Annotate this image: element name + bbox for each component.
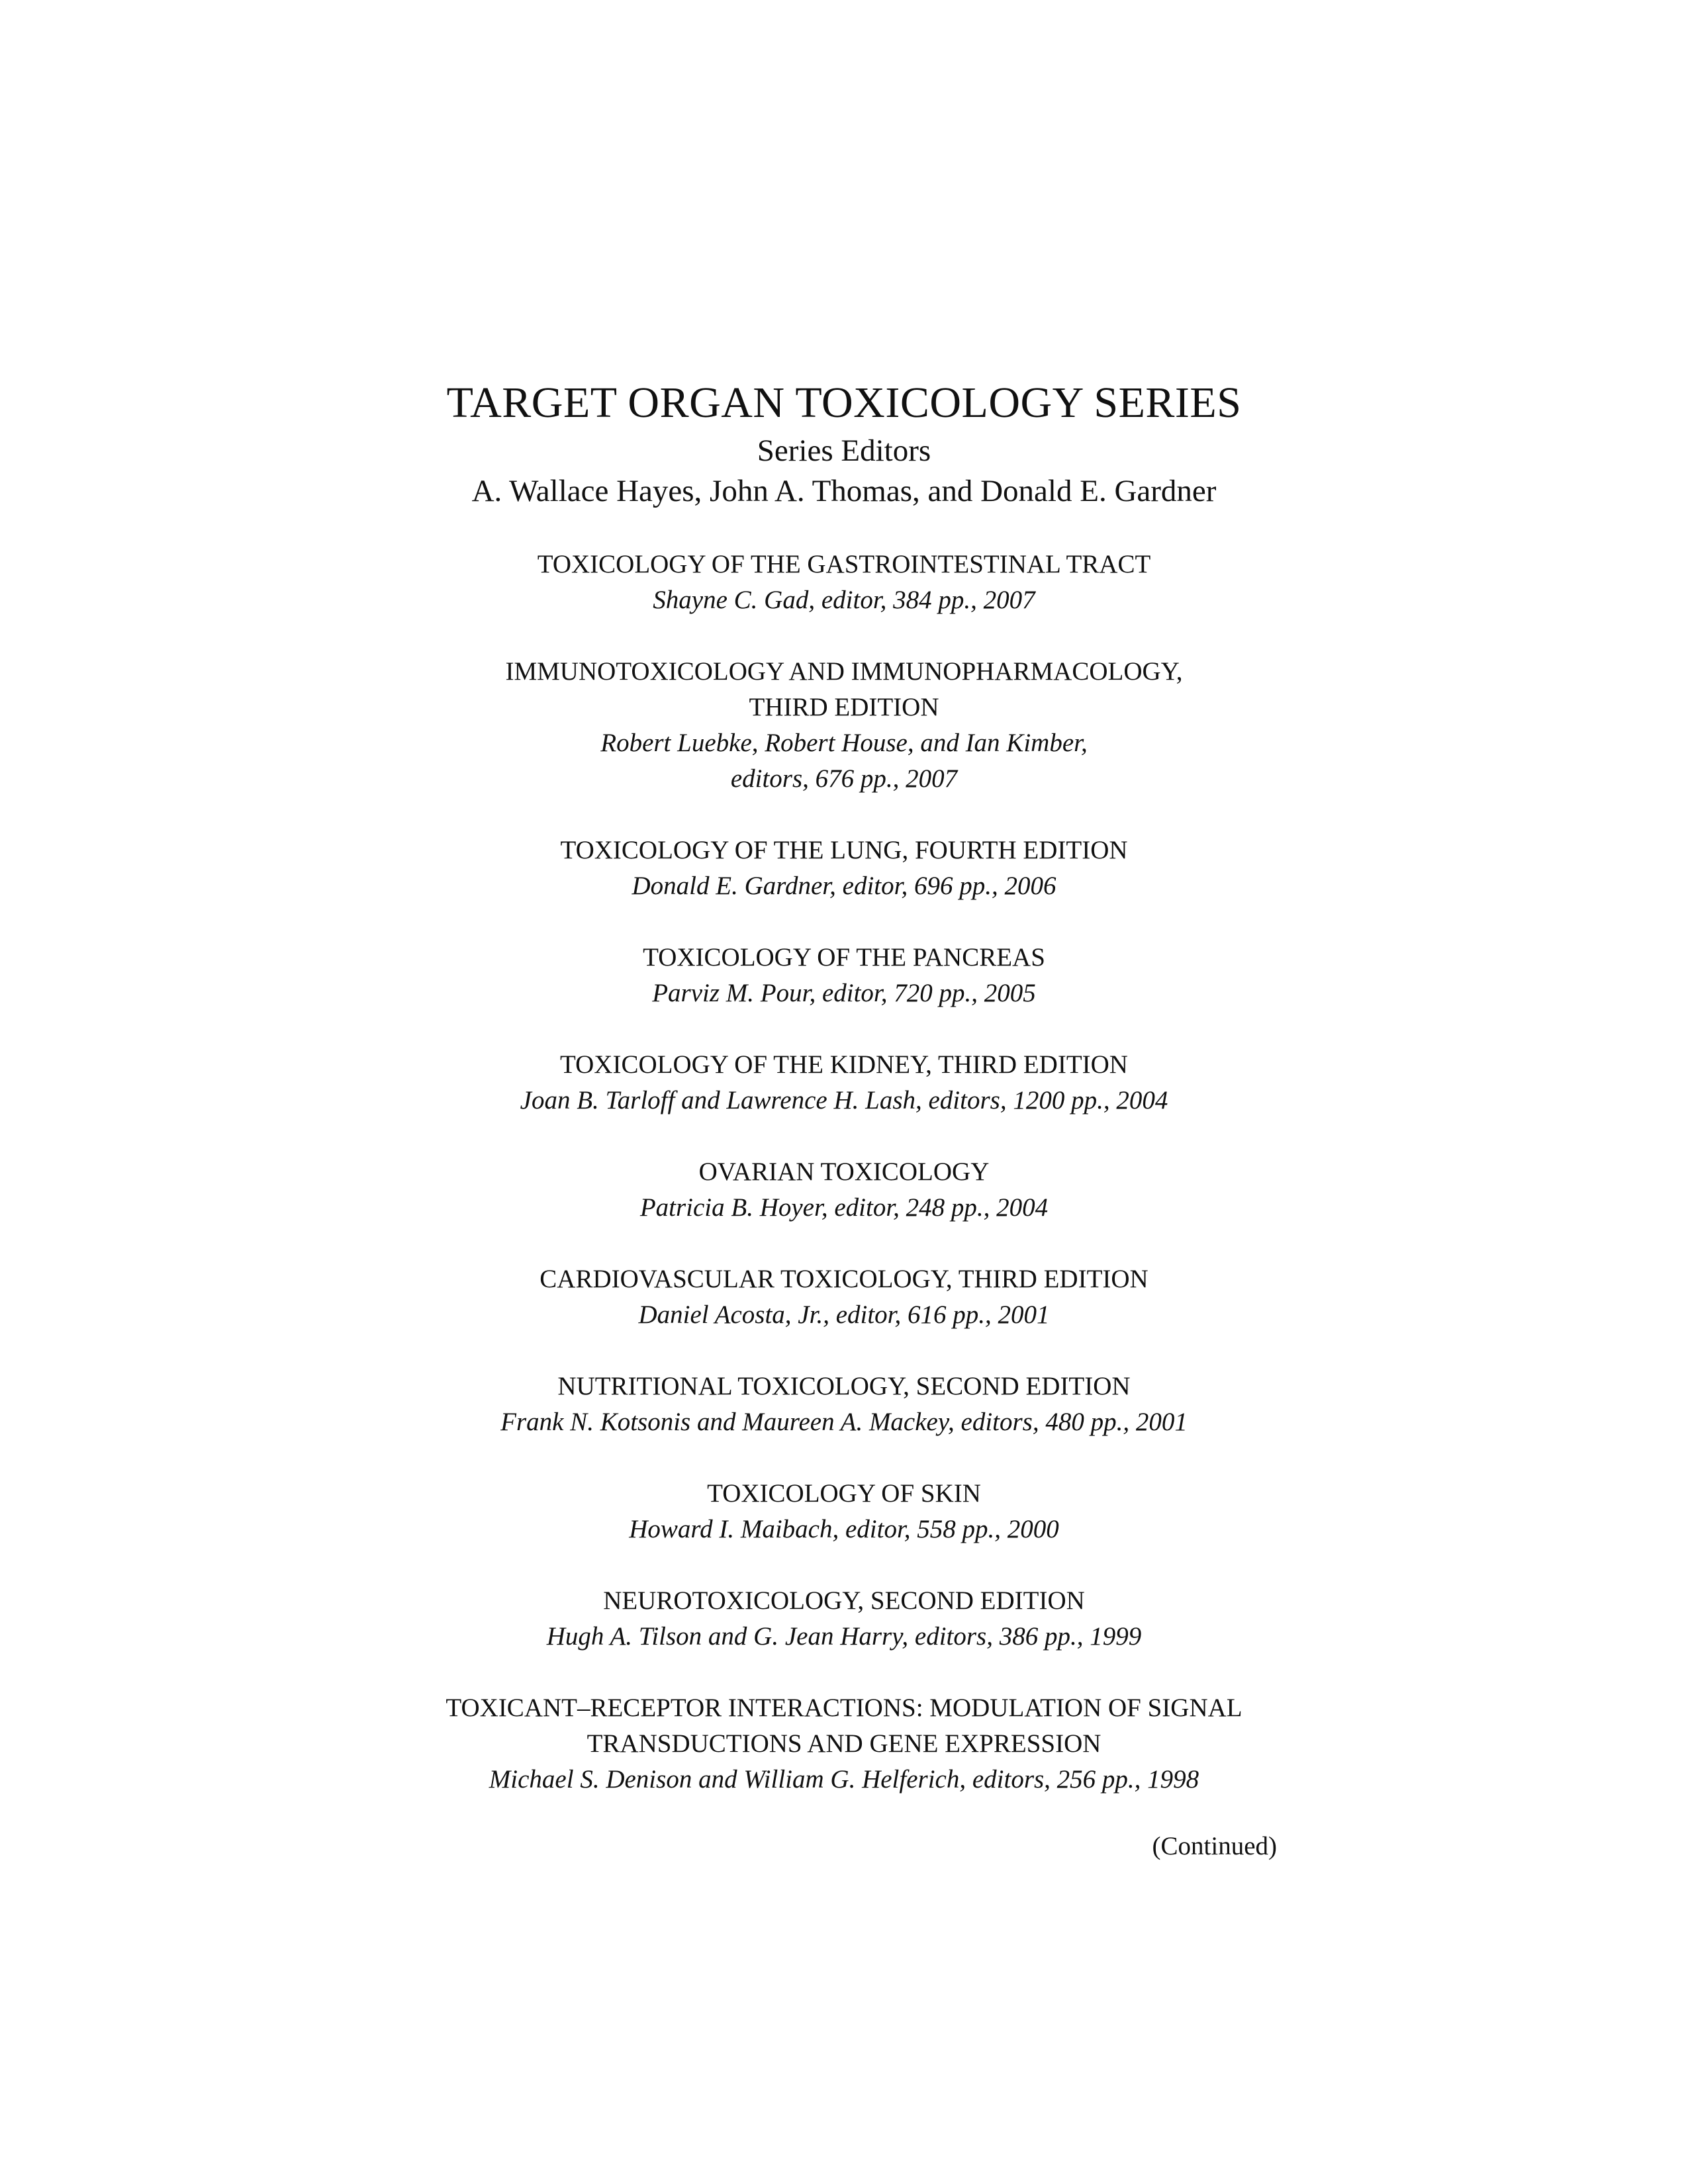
book-entry (0, 1690, 1688, 1797)
book-title: TOXICANT–RECEPTOR INTERACTIONS: MODULATION OF SIGNAL (445, 1694, 1243, 1722)
book-title: TOXICOLOGY OF THE LUNG, FOURTH EDITION (560, 836, 1128, 864)
book-credit: Michael S. Denison and William G. Helferich, editors, 256 pp., 1998 (489, 1765, 1199, 1794)
book-credit: Donald E. Gardner, editor, 696 pp., 2006 (632, 872, 1056, 900)
book-entry (0, 1476, 1688, 1547)
book-entry (0, 654, 1688, 797)
book-credit: Hugh A. Tilson and G. Jean Harry, editors, 386 pp., 1999 (546, 1622, 1142, 1651)
book-entry (0, 1154, 1688, 1226)
book-credit: Howard I. Maibach, editor, 558 pp., 2000 (629, 1515, 1059, 1543)
book-title: TOXICOLOGY OF THE PANCREAS (643, 943, 1045, 972)
book-title: NUTRITIONAL TOXICOLOGY, SECOND EDITION (557, 1372, 1131, 1400)
book-entry (0, 547, 1688, 618)
book-credit: Parviz M. Pour, editor, 720 pp., 2005 (652, 979, 1036, 1007)
book-credit: Patricia B. Hoyer, editor, 248 pp., 2004 (639, 1193, 1049, 1222)
book-entry (0, 1047, 1688, 1118)
book-title: THIRD EDITION (749, 693, 939, 721)
book-credit: Joan B. Tarloff and Lawrence H. Lash, editors, 1200 pp., 2004 (520, 1086, 1168, 1115)
book-title: TOXICOLOGY OF SKIN (707, 1479, 981, 1508)
book-entry (0, 1583, 1688, 1655)
book-credit: Shayne C. Gad, editor, 384 pp., 2007 (653, 586, 1035, 614)
book-entry (0, 1369, 1688, 1440)
series-editors-names: A. Wallace Hayes, John A. Thomas, and Donald E. Gardner (471, 474, 1217, 508)
book-title: CARDIOVASCULAR TOXICOLOGY, THIRD EDITION (539, 1265, 1149, 1293)
series-title: TARGET ORGAN TOXICOLOGY SERIES (446, 379, 1242, 427)
series-editors-label: Series Editors (757, 433, 931, 468)
book-list (0, 547, 1688, 1833)
book-title: TOXICOLOGY OF THE GASTROINTESTINAL TRACT (537, 550, 1151, 578)
book-credit: editors, 676 pp., 2007 (730, 764, 958, 793)
continued-note: (Continued) (1152, 1832, 1277, 1860)
book-title: OVARIAN TOXICOLOGY (698, 1158, 990, 1186)
book-credit: Daniel Acosta, Jr., editor, 616 pp., 2001 (638, 1300, 1050, 1329)
book-entry (0, 833, 1688, 904)
book-entry (0, 1261, 1688, 1333)
book-title: IMMUNOTOXICOLOGY AND IMMUNOPHARMACOLOGY, (505, 657, 1183, 686)
book-title: NEUROTOXICOLOGY, SECOND EDITION (603, 1586, 1085, 1615)
book-credit: Robert Luebke, Robert House, and Ian Kimber, (600, 729, 1088, 757)
book-entry (0, 940, 1688, 1011)
book-title: TRANSDUCTIONS AND GENE EXPRESSION (586, 1729, 1102, 1758)
book-title: TOXICOLOGY OF THE KIDNEY, THIRD EDITION (560, 1050, 1128, 1079)
book-credit: Frank N. Kotsonis and Maureen A. Mackey, editors, 480 pp., 2001 (500, 1408, 1188, 1436)
